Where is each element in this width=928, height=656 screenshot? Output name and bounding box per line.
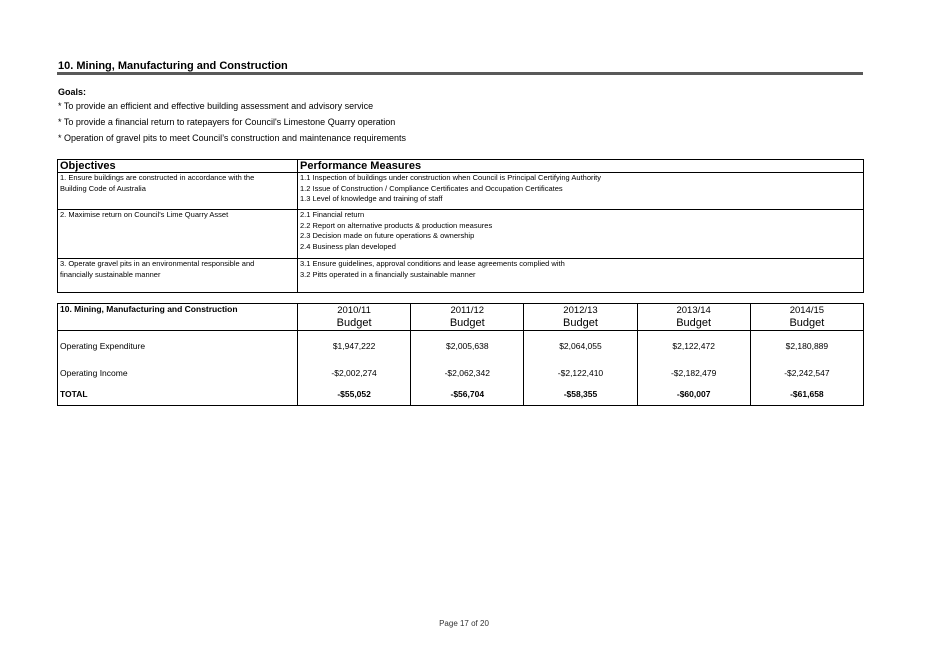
year-header: 2014/15 Budget	[750, 304, 863, 331]
page-number: Page 17 of 20	[439, 619, 489, 628]
measures-cell	[298, 210, 864, 259]
year-header: 2012/13 Budget	[524, 304, 637, 331]
value-cell: -$2,242,547	[750, 362, 863, 384]
budget-table-title: 10. Mining, Manufacturing and Construction	[58, 304, 298, 331]
measure-text: 1.2 Issue of Construction / Compliance Certificates and Occupation Certificates	[300, 183, 563, 193]
objective-text: 2. Maximise return on Council's Lime Quarry Asset	[60, 210, 229, 219]
total-value: -$58,355	[524, 384, 637, 406]
table-row	[58, 362, 864, 384]
objective-cell	[58, 173, 298, 210]
goal-item: * To provide an efficient and effective building assessment and advisory service	[58, 101, 374, 111]
goal-item: * Operation of gravel pits to meet Council’s construction and maintenance requirements	[58, 133, 407, 143]
year-header: 2011/12 Budget	[411, 304, 524, 331]
title-rule	[57, 72, 863, 75]
table-row	[58, 331, 864, 362]
measures-cell	[298, 173, 864, 210]
measure-text: 1.1 Inspection of buildings under construction when Council is Principal Certifying Authority	[300, 173, 601, 182]
value-cell: -$2,122,410	[524, 362, 637, 384]
total-value: -$55,052	[298, 384, 411, 406]
measure-text: 2.2 Report on alternative products & production measures	[300, 220, 493, 230]
objective-text: financially sustainable manner	[60, 269, 161, 279]
objective-row	[58, 173, 864, 210]
objectives-table	[57, 159, 864, 293]
row-label: Operating Expenditure	[58, 331, 298, 362]
measure-text: 3.2 Pitts operated in a financially sustainable manner	[300, 269, 476, 279]
goals-label: Goals:	[58, 87, 87, 97]
objective-text: Building Code of Australia	[60, 183, 146, 193]
goal-item: * To provide a financial return to ratepayers for Council's Limestone Quarry operation	[58, 117, 396, 127]
total-label: TOTAL	[58, 384, 298, 406]
section-title: 10. Mining, Manufacturing and Construction	[58, 60, 288, 72]
year-header: 2010/11 Budget	[298, 304, 411, 331]
measure-text: 2.3 Decision made on future operations & ownership	[300, 231, 475, 240]
total-value: -$61,658	[750, 384, 863, 406]
objective-text: 3. Operate gravel pits in an environmental responsible and	[60, 259, 255, 268]
measure-text: 1.3 Level of knowledge and training of staff	[300, 194, 443, 203]
objective-row	[58, 210, 864, 259]
objective-text: 1. Ensure buildings are constructed in accordance with the	[60, 173, 255, 182]
value-cell: $1,947,222	[298, 331, 411, 362]
objective-row	[58, 259, 864, 293]
measure-text: 2.1 Financial return	[300, 210, 365, 219]
value-cell: $2,180,889	[750, 331, 863, 362]
measure-text: 3.1 Ensure guidelines, approval conditions and lease agreements complied with	[300, 259, 565, 268]
total-row	[58, 384, 864, 406]
measures-cell	[298, 259, 864, 293]
value-cell: $2,005,638	[411, 331, 524, 362]
value-cell: $2,122,472	[637, 331, 750, 362]
value-cell: -$2,062,342	[411, 362, 524, 384]
objectives-header: Objectives	[58, 160, 298, 173]
total-value: -$56,704	[411, 384, 524, 406]
value-cell: $2,064,055	[524, 331, 637, 362]
measure-text: 2.4 Business plan developed	[300, 241, 396, 251]
objective-cell	[58, 259, 298, 293]
measures-header: Performance Measures	[298, 160, 864, 173]
budget-table	[57, 303, 864, 406]
objective-cell	[58, 210, 298, 259]
row-label: Operating Income	[58, 362, 298, 384]
value-cell: -$2,002,274	[298, 362, 411, 384]
total-value: -$60,007	[637, 384, 750, 406]
year-header: 2013/14 Budget	[637, 304, 750, 331]
value-cell: -$2,182,479	[637, 362, 750, 384]
